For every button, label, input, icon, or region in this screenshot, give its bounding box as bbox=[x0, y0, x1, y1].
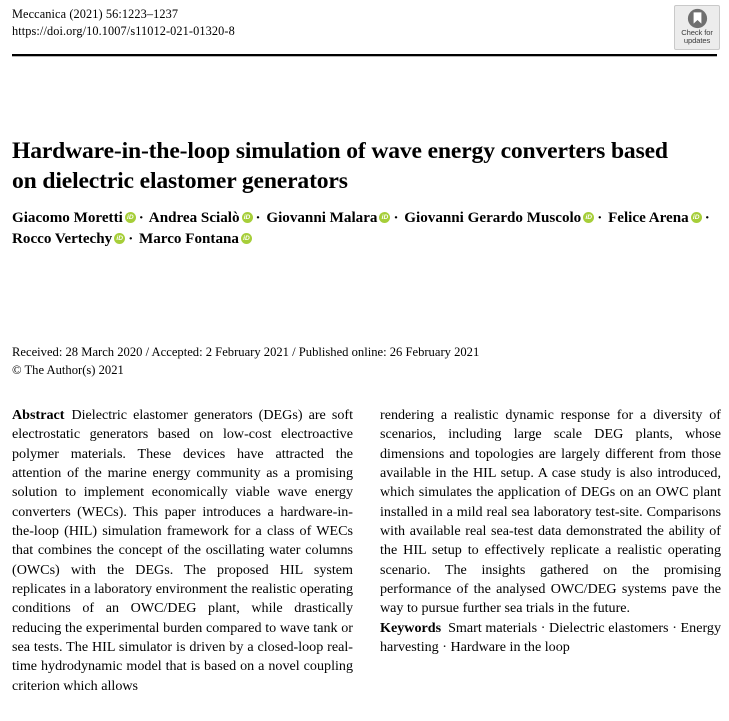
crossmark-icon bbox=[687, 8, 708, 29]
keywords-label: Keywords bbox=[380, 619, 442, 636]
author-name: Giovanni Gerardo Muscolo bbox=[404, 210, 582, 226]
publication-dates bbox=[12, 344, 479, 379]
author-entry bbox=[139, 231, 253, 247]
orcid-icon[interactable] bbox=[114, 233, 125, 244]
author-separator: · bbox=[597, 210, 603, 226]
author-name: Andrea Scialò bbox=[148, 210, 240, 226]
running-head bbox=[12, 6, 235, 40]
author-entry bbox=[266, 210, 391, 226]
keywords-text: Smart materials · Dielectric elastomers · Energy harvesting · Hardware in the loop bbox=[380, 619, 721, 656]
author-separator: · bbox=[128, 231, 134, 247]
author-entry bbox=[149, 210, 254, 226]
author-entry bbox=[12, 210, 137, 226]
author-separator: · bbox=[255, 210, 261, 226]
abstract-label: Abstract bbox=[12, 407, 65, 423]
orcid-icon[interactable] bbox=[583, 212, 594, 223]
author-entry bbox=[12, 231, 126, 247]
orcid-icon[interactable] bbox=[241, 233, 252, 244]
copyright-line: © The Author(s) 2021 bbox=[12, 362, 124, 377]
header-divider-shadow bbox=[12, 56, 717, 57]
abstract-text-left: Dielectric elastomer generators (DEGs) are soft electrostatic generators based on low-cost electroactive polymer materials. These devices have attracted the attention of the marine energy community as a promising solution to implement economically viable wave energy converters (WECs). This paper introduces a hardware-in-the-loop (HIL) simulation framework for a class of WECs that combines the concept of the oscillating water columns (OWCs) with the DEGs. The proposed HIL system replicates in a laboratory environment the realistic operating conditions of an OWC/DEG plant, while drastically reducing the experimental burden compared to wave tank or sea tests. The HIL simulator is driven by a closed-loop real-time hydrodynamic model that is based on a novel coupling criterion which allows bbox=[12, 407, 353, 694]
orcid-icon[interactable] bbox=[379, 212, 390, 223]
crossmark-label bbox=[675, 29, 719, 46]
author-name: Felice Arena bbox=[608, 210, 689, 226]
journal-citation-line: Meccanica (2021) 56:1223–1237 bbox=[12, 7, 179, 21]
author-entry bbox=[608, 210, 703, 226]
received-accepted-published-line: Received: 28 March 2020 / Accepted: 2 February 2021 / Published online: 26 February 2021 bbox=[12, 345, 480, 359]
author-name: Rocco Vertechy bbox=[12, 231, 113, 247]
crossmark-badge[interactable] bbox=[674, 5, 720, 50]
author-list bbox=[12, 208, 712, 250]
abstract-text-right: rendering a realistic dynamic response for a diversity of scenarios, including large scale DEG plants, whose dimensions and topologies are largely different from those available in the HIL setup. A case study is also introduced, which simulates the application of DEGs on an OWC plant installed in a mild real sea laboratory test-site. Comparisons with available real sea-test data demonstrated the ability of the HIL setup to effectively replicate a realistic operating scenario. The insights gathered on the promising performance of the analysed OWC/DEG systems pave the way to pursue further sea trials in the future. bbox=[380, 407, 721, 617]
author-separator: · bbox=[704, 210, 710, 226]
abstract-paragraph-left bbox=[12, 406, 353, 696]
author-entry bbox=[404, 210, 595, 226]
abstract-column-right bbox=[380, 406, 721, 657]
author-separator: · bbox=[138, 210, 144, 226]
crossmark-label-line2: updates bbox=[683, 36, 711, 46]
abstract-column-left bbox=[12, 406, 353, 696]
crossmark-label-line1: Check for bbox=[681, 28, 713, 37]
author-name: Giovanni Malara bbox=[266, 210, 378, 226]
author-name: Marco Fontana bbox=[139, 231, 239, 247]
page-title: Hardware-in-the-loop simulation of wave energy converters based on dielectric elastomer generators bbox=[12, 137, 668, 194]
doi-line[interactable]: https://doi.org/10.1007/s11012-021-01320-8 bbox=[12, 24, 235, 38]
author-separator: · bbox=[393, 210, 399, 226]
keywords-block bbox=[380, 619, 721, 658]
orcid-icon[interactable] bbox=[242, 212, 253, 223]
orcid-icon[interactable] bbox=[125, 212, 136, 223]
orcid-icon[interactable] bbox=[691, 212, 702, 223]
author-name: Giacomo Moretti bbox=[12, 210, 123, 226]
